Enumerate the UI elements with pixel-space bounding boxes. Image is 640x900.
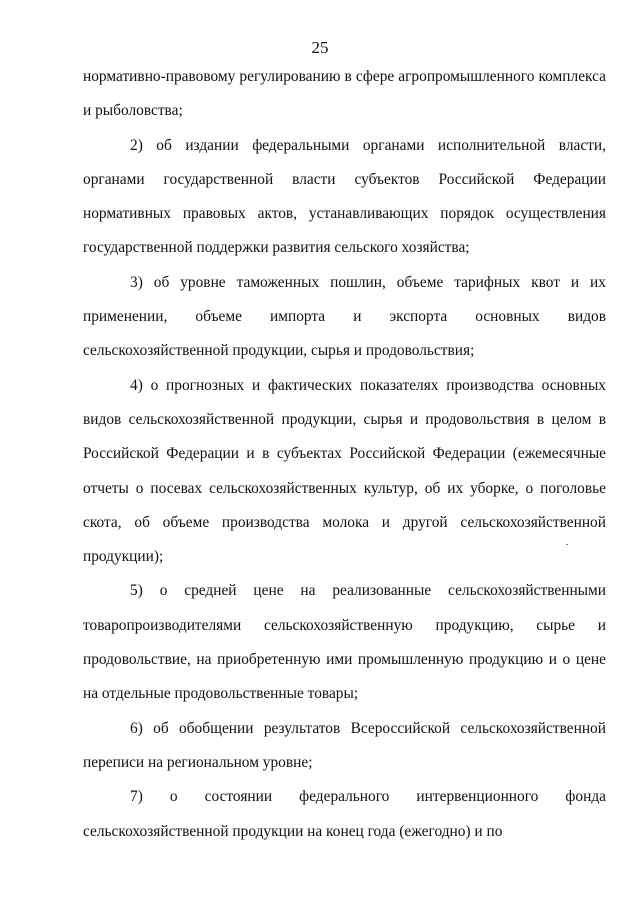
scan-speck: [566, 544, 568, 545]
paragraph-item-3: 3) об уровне таможенных пошлин, объеме тарифных квот и их применении, объеме импорта и экспорта основных видов сельскохозяйственной продукции, сырья и продовольствия;: [83, 273, 606, 360]
paragraph-item-4: 4) о прогнозных и фактических показателях производства основных видов сельскохозяйственной продукции, сырья и продовольствия в целом в Российской Федерации и в субъектах Российской Федерации (ежемесячные отчеты о посевах сельскохозяйственных культур, об их уборке, о поголовье скота, об объеме производства молока и другой сельскохозяйственной продукции);: [83, 376, 606, 566]
paragraph-continuation: нормативно-правовому регулированию в сфере агропромышленного комплекса и рыболовства;: [83, 68, 606, 120]
paragraph-item-5: 5) о средней цене на реализованные сельскохозяйственными товаропроизводителями сельскохозяйственную продукцию, сырье и продовольствие, на приобретенную ими промышленную продукцию и о цене на отдельные продовольственные товары;: [83, 582, 606, 703]
paragraph-item-2: 2) об издании федеральными органами исполнительной власти, органами государственной власти субъектов Российской Федерации нормативных правовых актов, устанавливающих порядок осуществления государственной поддержки развития сельского хозяйства;: [83, 136, 606, 257]
paragraph-item-6: 6) об обобщении результатов Всероссийской сельскохозяйственной переписи на региональном уровне;: [83, 719, 606, 771]
paragraph-item-7: 7) о состоянии федерального интервенционного фонда сельскохозяйственной продукции на конец года (ежегодно) и по: [83, 788, 606, 840]
page-number: 25: [311, 38, 329, 57]
document-body: [83, 60, 606, 849]
